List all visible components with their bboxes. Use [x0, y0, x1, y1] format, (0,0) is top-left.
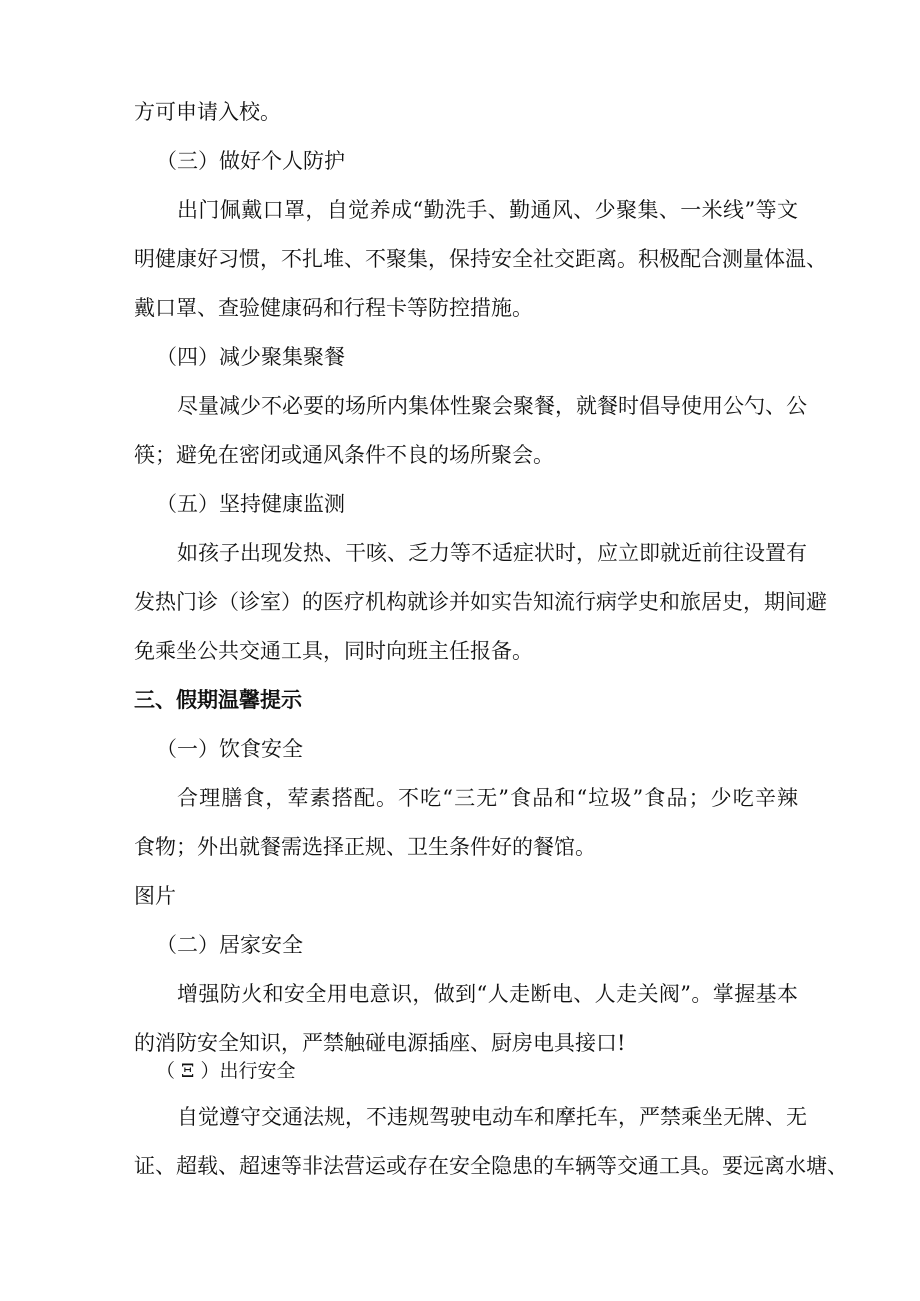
paragraph-line: 出门佩戴口罩，自觉养成“勤洗手、勤通风、少聚集、一米线”等文	[177, 198, 798, 222]
paragraph-line: 合理膳食，荤素搭配。不吃“三无”食品和“垃圾”食品；少吃辛辣	[177, 786, 798, 810]
subheading-reduce-gatherings: （四）减少聚集聚餐	[156, 345, 345, 369]
subheading-food-safety: （一）饮食安全	[156, 737, 303, 761]
paragraph-line: 增强防火和安全用电意识，做到“人走断电、人走关阀”。掌握基本	[177, 982, 798, 1006]
paragraph-line: 发热门诊（诊室）的医疗机构就诊并如实告知流行病学史和旅居史，期间避	[134, 590, 827, 614]
section-heading-holiday-tips: 三、假期温馨提示	[134, 688, 302, 712]
paragraph-line: 免乘坐公共交通工具，同时向班主任报备。	[134, 639, 533, 663]
paragraph-line: 尽量减少不必要的场所内集体性聚会聚餐，就餐时倡导使用公勺、公	[177, 394, 807, 418]
subheading-health-monitoring: （五）坚持健康监测	[156, 492, 345, 516]
paragraph-line: 的消防安全知识，严禁触碰电源插座、厨房电具接口!	[134, 1031, 626, 1055]
paragraph-line: 如孩子出现发热、干咳、乏力等不适症状时，应立即就近前往设置有	[177, 541, 807, 565]
paragraph-line: 证、超载、超速等非法营运或存在安全隐患的车辆等交通工具。要远离水塘、	[134, 1154, 848, 1178]
paragraph-line: 方可申请入校。	[134, 100, 281, 124]
subheading-home-safety: （二）居家安全	[156, 933, 303, 957]
paragraph-line: 筷；避免在密闭或通风条件不良的场所聚会。	[134, 443, 554, 467]
subheading-personal-protection: （三）做好个人防护	[156, 149, 345, 173]
image-placeholder-label: 图片	[134, 884, 176, 908]
paragraph-line: 明健康好习惯，不扎堆、不聚集，保持安全社交距离。积极配合测量体温、	[134, 247, 827, 271]
paragraph-line: 食物；外出就餐需选择正规、卫生条件好的餐馆。	[134, 835, 596, 859]
subheading-travel-safety: （ Ξ ）出行安全	[156, 1060, 296, 1082]
paragraph-line: 自觉遵守交通法规，不违规驾驶电动车和摩托车，严禁乘坐无牌、无	[177, 1105, 807, 1129]
paragraph-line: 戴口罩、查验健康码和行程卡等防控措施。	[134, 296, 533, 320]
